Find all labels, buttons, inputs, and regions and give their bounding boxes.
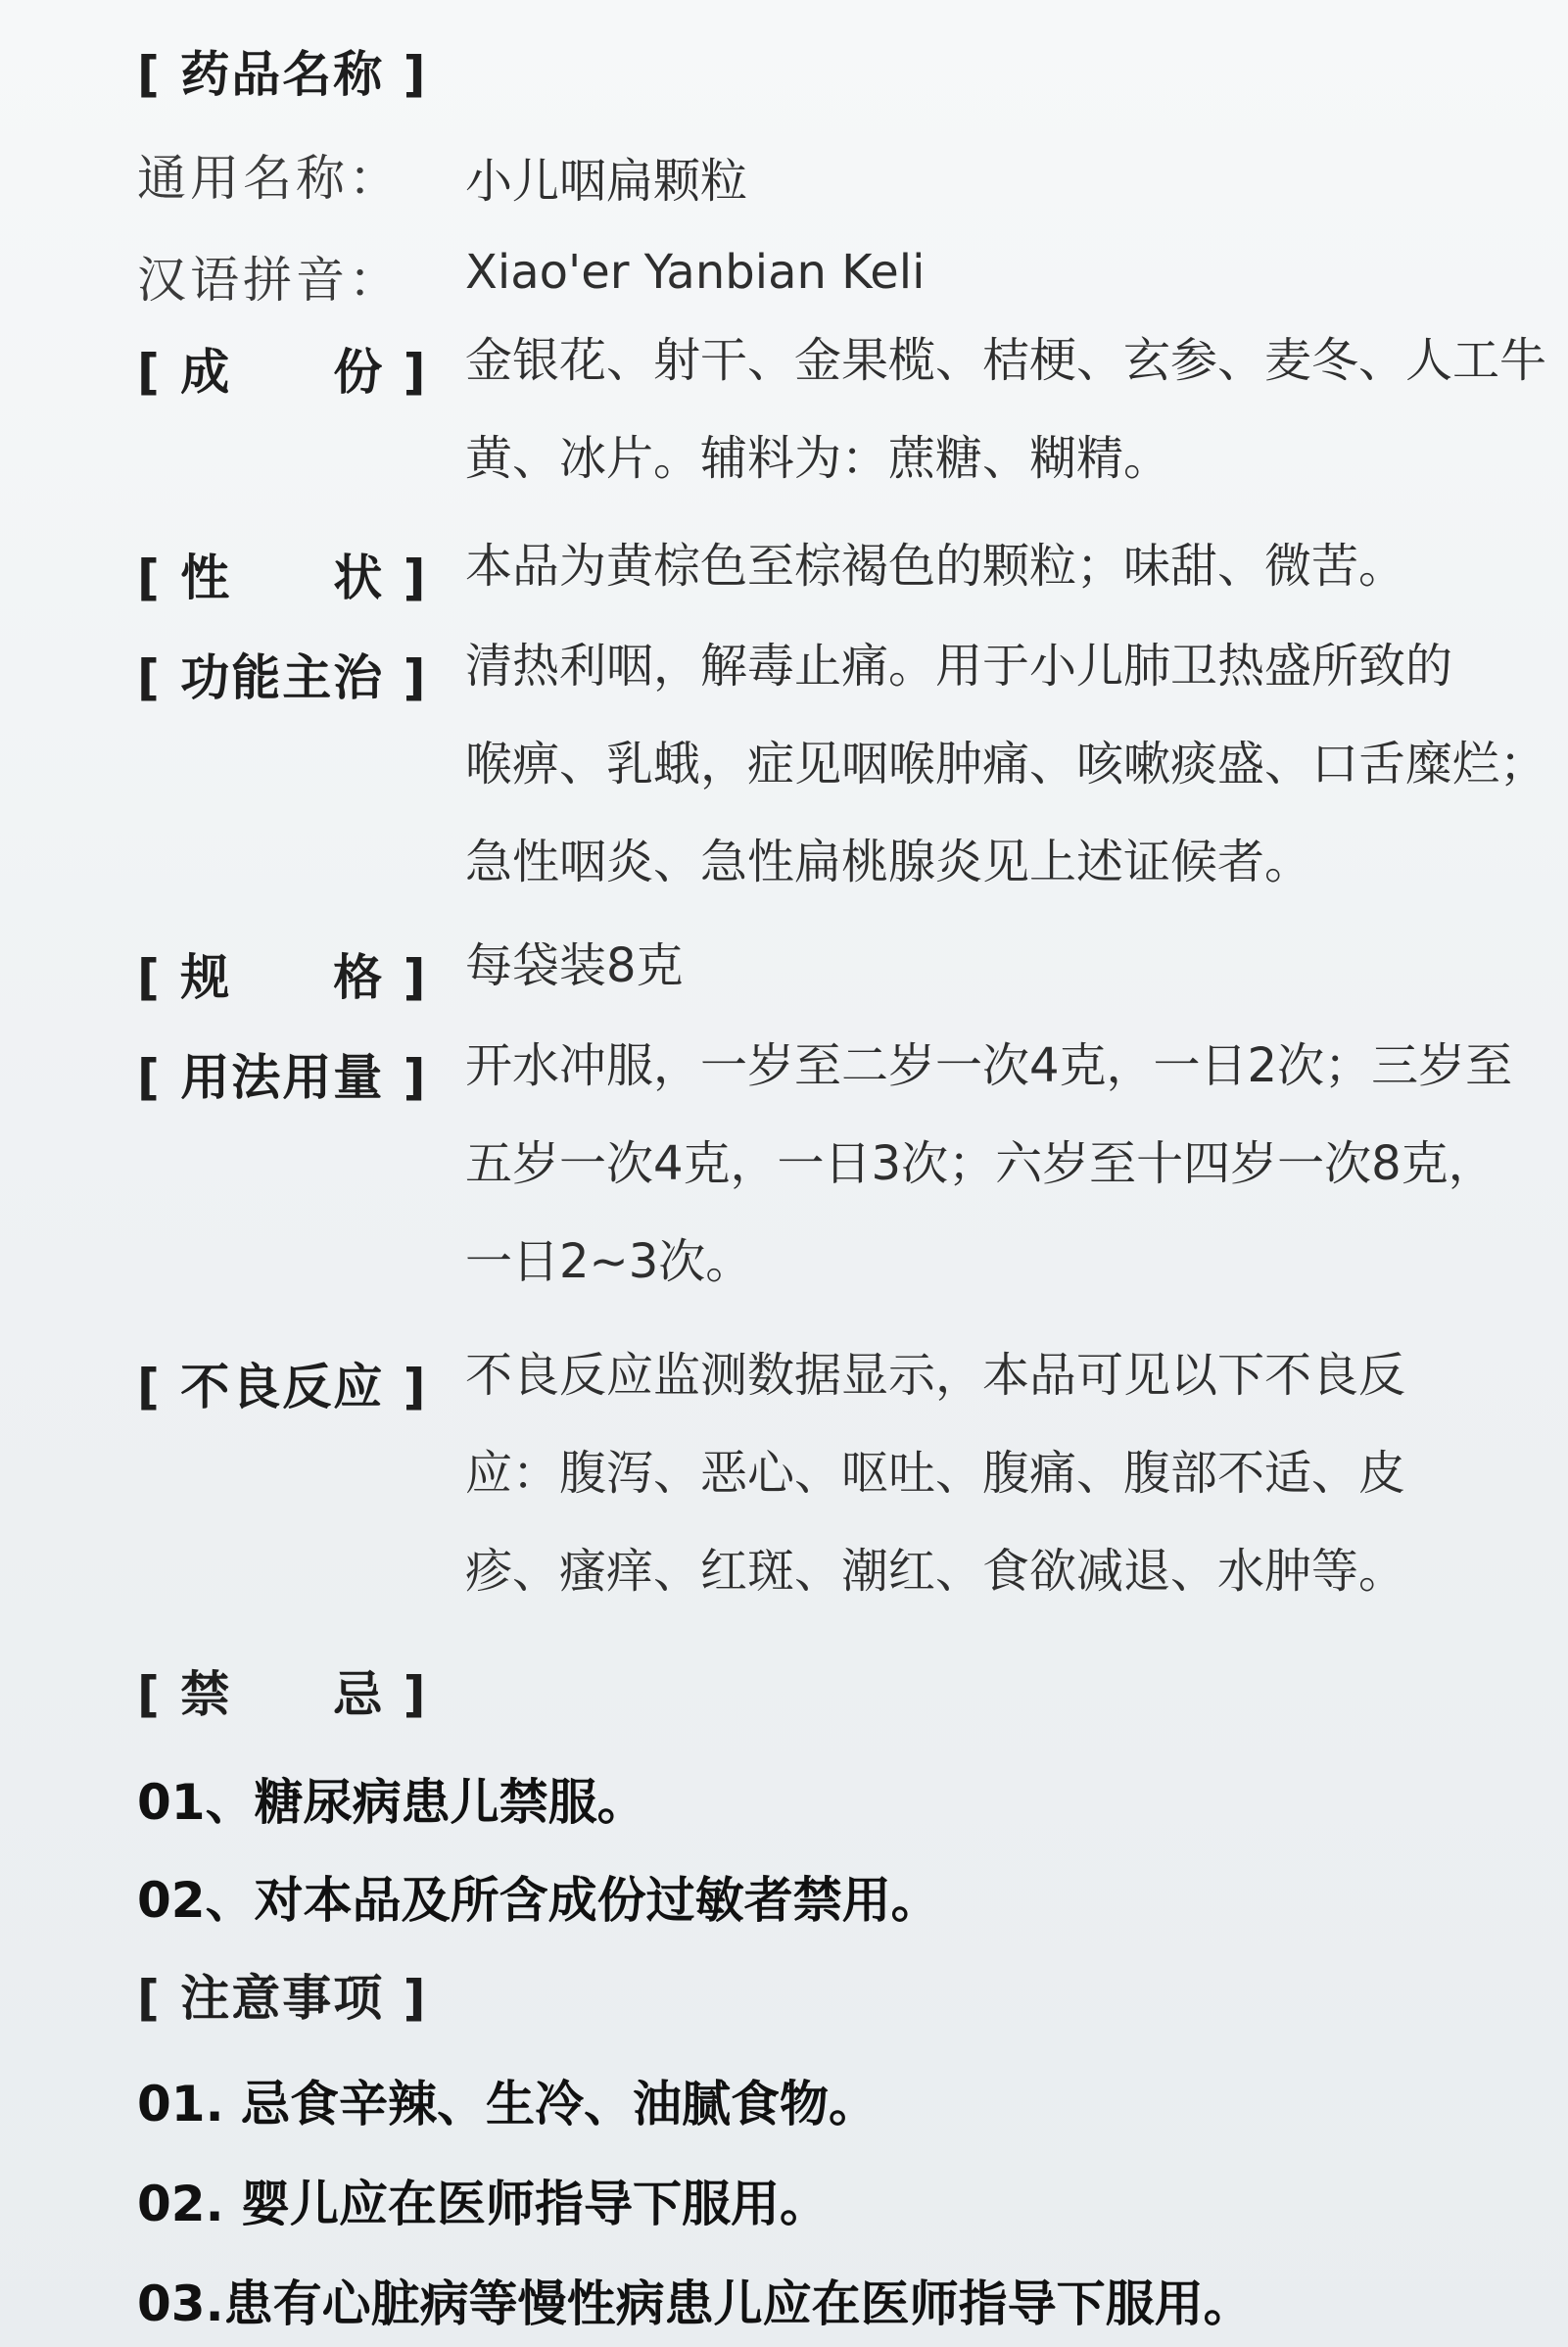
section-label-specification: [ 规 格 ] (137, 949, 428, 1006)
description-text (465, 517, 1533, 615)
precaution-item: 02. 婴儿应在医师指导下服用。 (137, 2176, 829, 2232)
indications-line: 喉痹、乳蛾，症见咽喉肿痛、咳嗽痰盛、口舌糜烂； (465, 737, 1547, 791)
specification-line: 每袋装8克 (465, 938, 684, 993)
section-label-precautions: [ 注意事项 ] (137, 1970, 428, 2027)
adverse-reactions-line: 应：腹泻、恶心、呕吐、腹痛、腹部不适、皮 (465, 1446, 1406, 1501)
adverse-reactions-text (465, 1326, 1533, 1620)
section-label-dosage: [ 用法用量 ] (137, 1049, 428, 1106)
section-label-contraindications: [ 禁 忌 ] (137, 1666, 428, 1723)
ingredients-text (465, 311, 1547, 507)
indications-line: 急性咽炎、急性扁桃腺炎见上述证候者。 (465, 835, 1312, 889)
dosage-text (465, 1017, 1533, 1311)
pinyin-label: 汉语拼音： (137, 252, 402, 309)
dosage-line: 开水冲服，一岁至二岁一次4克，一日2次；三岁至 (465, 1038, 1513, 1093)
precaution-item: 01. 忌食辛辣、生冷、油腻食物。 (137, 2076, 878, 2132)
dosage-line: 一日2~3次。 (465, 1234, 753, 1289)
section-label-adverse-reactions: [ 不良反应 ] (137, 1359, 428, 1415)
generic-name-value: 小儿咽扁颗粒 (465, 154, 748, 209)
precaution-item: 03.患有心脏病等慢性病患儿应在医师指导下服用。 (137, 2275, 1253, 2332)
ingredients-line: 黄、冰片。辅料为：蔗糖、糊精。 (465, 431, 1171, 486)
dosage-line: 五岁一次4克，一日3次；六岁至十四岁一次8克， (465, 1136, 1496, 1191)
section-label-ingredients: [ 成 份 ] (137, 344, 428, 401)
section-label-drug-name: [ 药品名称 ] (137, 46, 428, 103)
section-label-indications: [ 功能主治 ] (137, 649, 428, 706)
adverse-reactions-line: 疹、瘙痒、红斑、潮红、食欲减退、水肿等。 (465, 1544, 1406, 1599)
section-label-description: [ 性 状 ] (137, 550, 428, 606)
ingredients-line: 金银花、射干、金果榄、桔梗、玄参、麦冬、人工牛 (465, 333, 1547, 388)
specification-text (465, 917, 1533, 1015)
indications-text (465, 617, 1547, 911)
description-line: 本品为黄棕色至棕褐色的颗粒；味甜、微苦。 (465, 539, 1406, 594)
pinyin-value: Xiao'er Yanbian Keli (465, 245, 926, 300)
adverse-reactions-line: 不良反应监测数据显示，本品可见以下不良反 (465, 1348, 1406, 1403)
generic-name-label: 通用名称： (137, 150, 402, 207)
contraindication-item: 01、糖尿病患儿禁服。 (137, 1774, 646, 1831)
contraindication-item: 02、对本品及所含成份过敏者禁用。 (137, 1872, 940, 1929)
indications-line: 清热利咽，解毒止痛。用于小儿肺卫热盛所致的 (465, 639, 1453, 694)
